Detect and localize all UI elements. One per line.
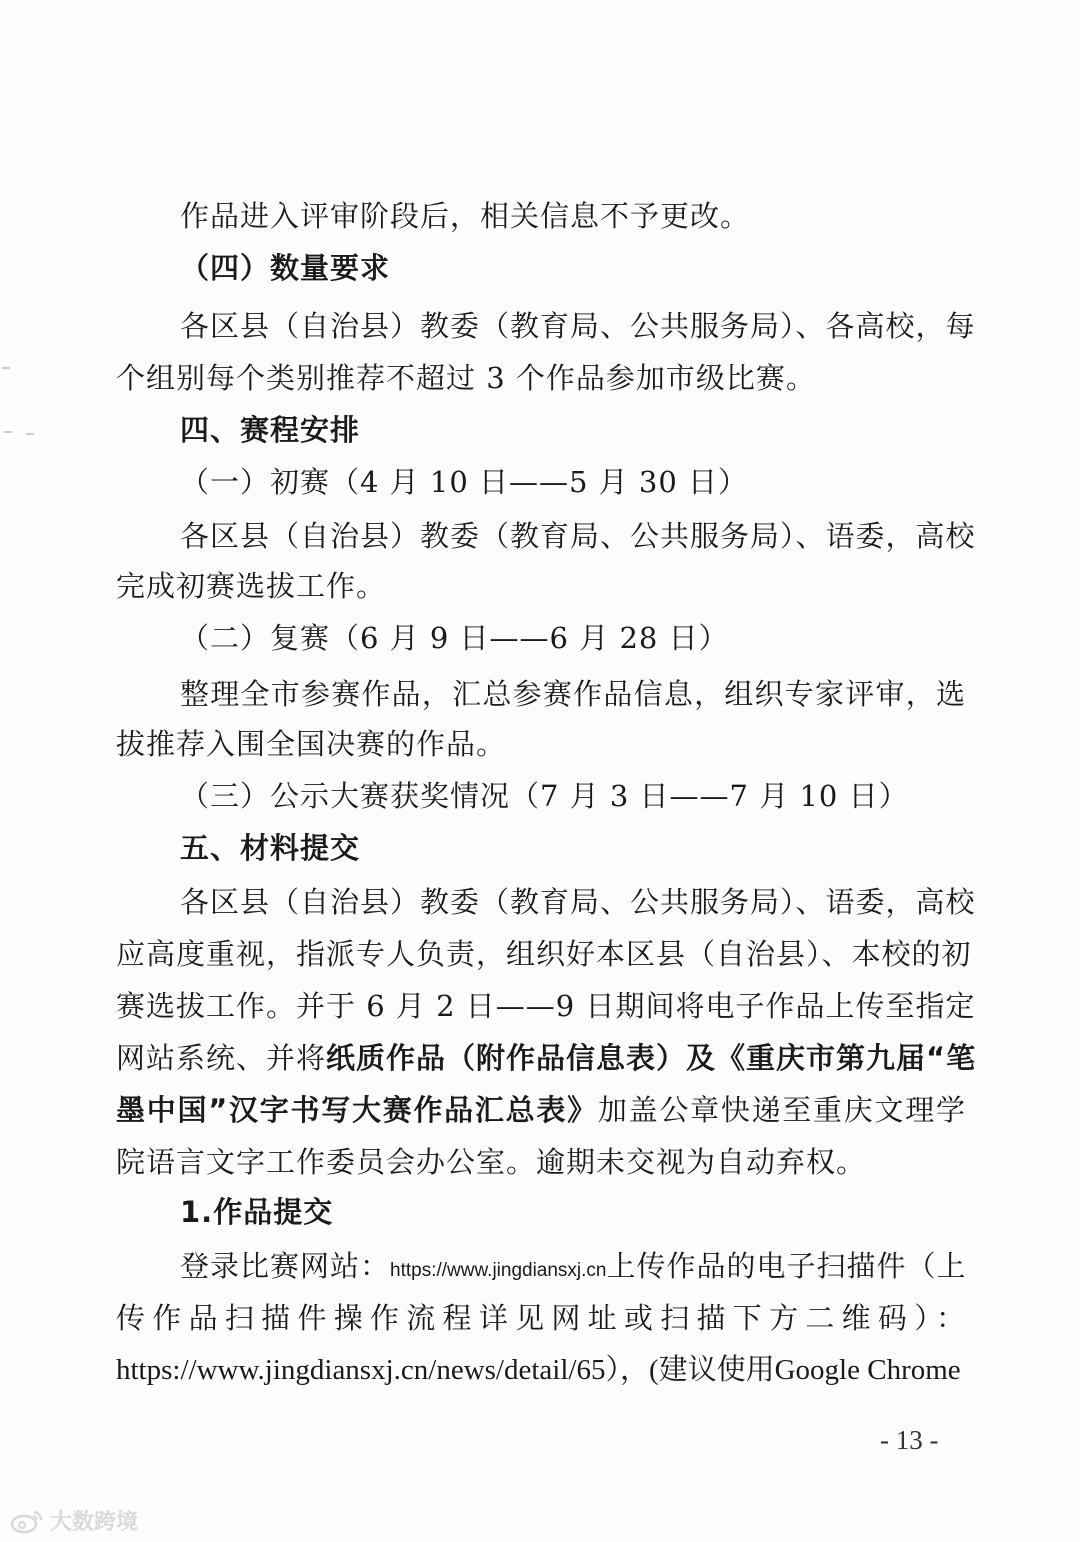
paragraph-line: 应高度重视，指派专人负责，组织好本区县（自治县）、本校的初 [116, 937, 972, 971]
section-heading: 五、材料提交 [180, 831, 361, 865]
weibo-icon [10, 1508, 44, 1534]
paragraph-line: 各区县（自治县）教委（教育局、公共服务局）、语委，高校 [180, 519, 976, 553]
paragraph-line: 院语言文字工作委员会办公室。逾期未交视为自动弃权。 [116, 1145, 867, 1179]
paragraph-line: 拔推荐入围全国决赛的作品。 [116, 727, 507, 761]
scan-edge-marks [0, 360, 40, 460]
page-number: - 13 - [880, 1425, 939, 1455]
section-heading: （四）数量要求 [180, 251, 391, 285]
bold-text: 墨中国”汉字书写大赛作品汇总表》 [116, 1093, 598, 1127]
subsection-heading: 1.作品提交 [180, 1195, 334, 1229]
subsection-heading: （二）复赛（6 月 9 日——6 月 28 日） [180, 621, 729, 655]
paragraph-line: 完成初赛选拔工作。 [116, 569, 387, 603]
paragraph-line: 作品进入评审阶段后，相关信息不予更改。 [180, 199, 751, 233]
subsection-heading: （一）初赛（4 月 10 日——5 月 30 日） [180, 465, 749, 499]
paragraph-line [116, 1038, 977, 1078]
plain-text: 网站系统、并将 [116, 1041, 327, 1075]
subsection-heading: （三）公示大赛获奖情况（7 月 3 日——7 月 10 日） [180, 779, 909, 813]
section-heading: 四、赛程安排 [180, 413, 361, 447]
paragraph-line [180, 1246, 966, 1291]
watermark [10, 1505, 138, 1536]
paragraph-line-with-url: https://www.jingdiansxj.cn/news/detail/65），(建议使用Google Chrome [116, 1354, 961, 1386]
paragraph-line: 整理全市参赛作品，汇总参赛作品信息，组织专家评审，选 [180, 677, 966, 711]
paragraph-line [116, 1090, 966, 1130]
website-link[interactable]: https://www.jingdiansxj.cn [390, 1260, 607, 1281]
plain-text: 加盖公章快递至重庆文理学 [597, 1093, 966, 1127]
paragraph-line: 各区县（自治县）教委（教育局、公共服务局）、各高校，每 [180, 309, 976, 343]
paragraph-line: 传作品扫描件操作流程详见网址或扫描下方二维码）： [116, 1301, 966, 1335]
paragraph-line: 各区县（自治县）教委（教育局、公共服务局）、语委，高校 [180, 885, 976, 919]
plain-text: 登录比赛网站： [180, 1249, 391, 1283]
bold-text: 纸质作品（附作品信息表）及《重庆市第九届“笔 [326, 1041, 977, 1075]
watermark-text: 大数跨境 [50, 1510, 139, 1535]
plain-text: 上传作品的电子扫描件（上 [606, 1249, 967, 1283]
paragraph-line: 赛选拔工作。并于 6 月 2 日——9 日期间将电子作品上传至指定 [116, 989, 976, 1023]
paragraph-line: 个组别每个类别推荐不超过 3 个作品参加市级比赛。 [116, 361, 816, 395]
